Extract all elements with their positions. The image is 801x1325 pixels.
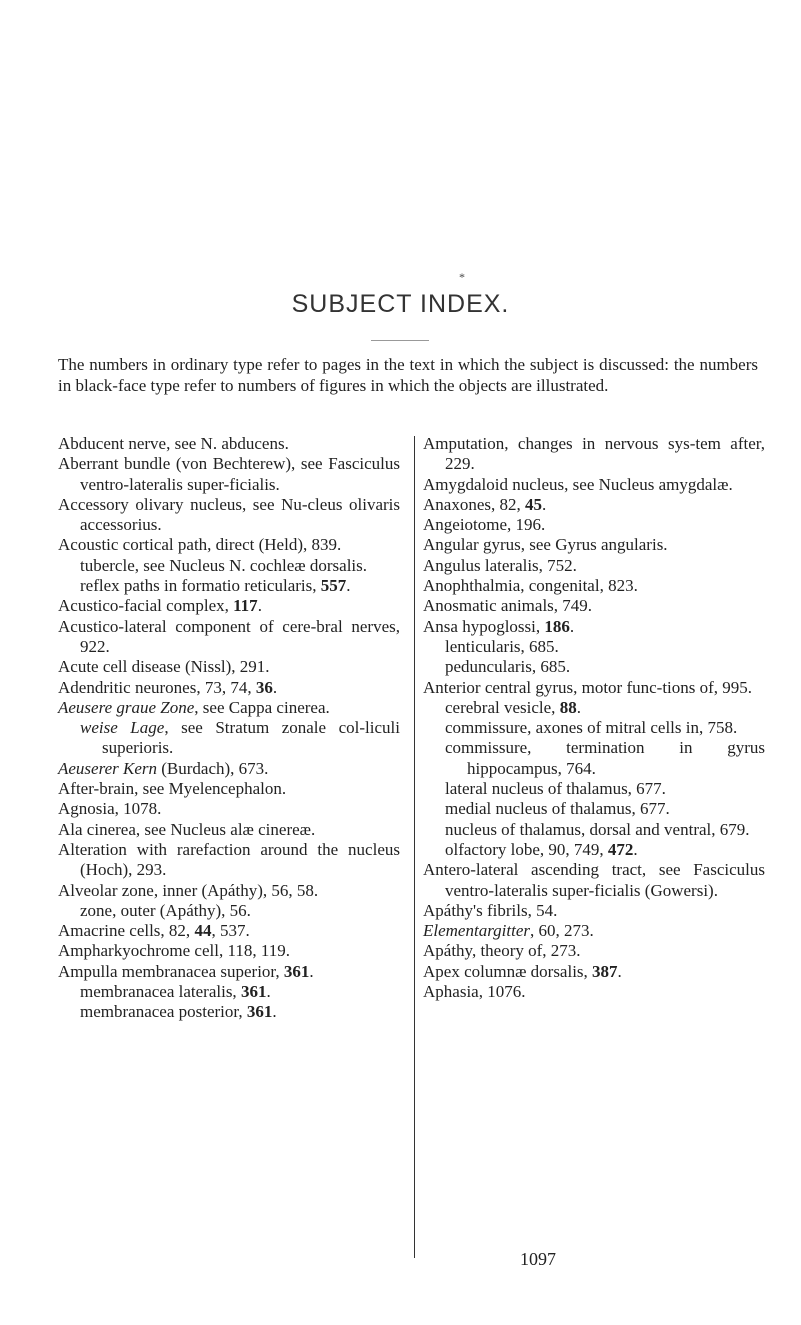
index-subentry: [423, 820, 765, 840]
entry-text: (Burdach), 673.: [157, 758, 269, 778]
page-title: SUBJECT INDEX.: [291, 290, 510, 318]
index-entry: [58, 434, 400, 454]
entry-text: medial nucleus of thalamus, 677.: [445, 799, 670, 819]
entry-text: Angulus lateralis, 752.: [423, 555, 577, 575]
entry-text: lenticularis, 685.: [445, 636, 559, 656]
left-column: [58, 434, 400, 1023]
index-entry: [423, 678, 765, 698]
entry-text: , 60, 273.: [530, 921, 594, 941]
entry-text: After-brain, see Myelencephalon.: [58, 779, 287, 799]
entry-text: Ampharkyochrome cell, 118, 119.: [58, 941, 290, 961]
entry-text: peduncularis, 685.: [445, 657, 571, 677]
figure-number: 36: [255, 677, 273, 697]
index-entry: [58, 840, 400, 881]
index-entry: [58, 495, 400, 536]
entry-text: Aphasia, 1076.: [423, 982, 526, 1002]
index-subentry: [58, 556, 400, 576]
entry-text: .: [272, 1002, 277, 1022]
entry-text: Acustico-lateral component of cere-bral nerves, 922.: [58, 616, 400, 656]
entry-text: Anaxones, 82,: [423, 494, 525, 514]
entry-text: Acoustic cortical path, direct (Held), 839.: [58, 535, 342, 555]
entry-text: .: [576, 697, 581, 717]
index-subentry: [423, 840, 765, 860]
entry-text: membranacea lateralis,: [80, 982, 241, 1002]
index-entry: [423, 617, 765, 637]
entry-text: .: [541, 494, 547, 514]
index-entry: [58, 698, 400, 718]
index-entry: [423, 860, 765, 901]
index-subentry: [423, 718, 765, 738]
index-subentry: [423, 799, 765, 819]
entry-text: Acute cell disease (Nissl), 291.: [58, 657, 270, 677]
entry-text: Anosmatic animals, 749.: [423, 596, 593, 616]
index-entry: [58, 921, 400, 941]
index-subentry: [423, 698, 765, 718]
index-entry: [58, 657, 400, 677]
entry-text: reflex paths in formatio reticularis,: [80, 576, 321, 596]
figure-number: 117: [233, 596, 258, 616]
title-rule: [371, 340, 429, 341]
index-entry: [423, 434, 765, 475]
entry-text: Anophthalmia, congenital, 823.: [423, 576, 638, 596]
entry-text: .: [266, 982, 271, 1002]
figure-number: 44: [194, 921, 212, 941]
index-entry: [58, 759, 400, 779]
index-entry: [423, 535, 765, 555]
index-entry: [423, 962, 765, 982]
index-subentry: [423, 779, 765, 799]
column-divider: [414, 436, 415, 1258]
intro-paragraph: The numbers in ordinary type refer to pages in the text in which the subject is discussed: the numbers in black-face type refer to numbers of figures in which the objects are illustrated.: [58, 355, 758, 395]
entry-text: cerebral vesicle,: [445, 697, 560, 717]
italic-term: Elementargitter: [423, 921, 531, 941]
index-subentry: [58, 718, 400, 759]
index-entry: [423, 596, 765, 616]
figure-number: 88: [559, 697, 577, 717]
entry-text: .: [633, 839, 638, 859]
right-column: [423, 434, 765, 1002]
entry-text: zone, outer (Apáthy), 56.: [80, 900, 251, 920]
index-entry: [58, 962, 400, 982]
entry-text: Angeiotome, 196.: [423, 515, 546, 535]
entry-text: lateral nucleus of thalamus, 677.: [445, 779, 666, 799]
entry-text: Aberrant bundle (von Bechterew), see Fasciculus ventro-lateralis super-ficialis.: [58, 454, 400, 494]
entry-text: Ala cinerea, see Nucleus alæ cinereæ.: [58, 819, 316, 839]
entry-text: Alveolar zone, inner (Apáthy), 56, 58.: [58, 880, 319, 900]
figure-number: 472: [607, 839, 634, 859]
entry-text: membranacea posterior,: [80, 1002, 247, 1022]
index-entry: [423, 556, 765, 576]
entry-text: Apáthy, theory of, 273.: [423, 941, 581, 961]
index-entry: [423, 901, 765, 921]
entry-text: Alteration with rarefaction around the nucleus (Hoch), 293.: [58, 839, 400, 880]
entry-text: Amygdaloid nucleus, see Nucleus amygdalæ.: [423, 474, 733, 494]
index-subentry: [58, 1002, 400, 1022]
entry-text: commissure, termination in gyrus hippocampus, 764.: [445, 738, 765, 778]
entry-text: Amacrine cells, 82,: [58, 921, 195, 941]
entry-text: .: [272, 677, 278, 697]
index-entry: [58, 678, 400, 698]
figure-number: 186: [544, 616, 570, 636]
entry-text: commissure, axones of mitral cells in, 758.: [445, 718, 738, 738]
entry-text: Acustico-facial complex,: [58, 596, 234, 616]
index-entry: [423, 515, 765, 535]
entry-text: , see Cappa cinerea.: [194, 697, 330, 717]
entry-text: Ampulla membranacea superior,: [58, 961, 284, 981]
entry-text: Adendritic neurones, 73, 74,: [58, 677, 256, 697]
entry-text: Anterior central gyrus, motor func-tions of, 995.: [423, 677, 753, 697]
figure-number: 361: [283, 961, 310, 981]
index-entry: [58, 454, 400, 495]
figure-number: 361: [240, 982, 267, 1002]
page-mark: *: [459, 270, 465, 284]
figure-number: 557: [320, 576, 347, 596]
entry-text: Agnosia, 1078.: [58, 799, 162, 819]
index-subentry: [423, 637, 765, 657]
entry-text: .: [346, 576, 351, 596]
index-entry: [58, 779, 400, 799]
index-entry: [58, 820, 400, 840]
entry-text: nucleus of thalamus, dorsal and ventral, 679.: [445, 819, 750, 839]
entry-text: Ansa hypoglossi,: [423, 616, 545, 636]
entry-text: Apáthy's fibrils, 54.: [423, 900, 558, 920]
entry-text: .: [309, 961, 314, 981]
index-subentry: [58, 982, 400, 1002]
index-entry: [423, 576, 765, 596]
index-entry: [423, 941, 765, 961]
entry-text: , see Stratum zonale col-liculi superioris.: [102, 718, 400, 758]
index-entry: [423, 475, 765, 495]
index-entry: [58, 799, 400, 819]
entry-text: Abducent nerve, see N. abducens.: [58, 434, 289, 453]
index-entry: [423, 495, 765, 515]
page-number: 1097: [520, 1249, 556, 1269]
figure-number: 361: [246, 1002, 273, 1022]
entry-text: .: [617, 961, 622, 981]
entry-text: .: [569, 616, 575, 636]
figure-number: 45: [524, 494, 542, 514]
entry-text: olfactory lobe, 90, 749,: [445, 839, 608, 859]
index-subentry: [58, 901, 400, 921]
italic-term: weise Lage: [80, 718, 165, 738]
entry-text: Accessory olivary nucleus, see Nu-cleus olivaris accessorius.: [58, 494, 400, 535]
entry-text: Amputation, changes in nervous sys-tem after, 229.: [423, 434, 765, 474]
index-entry: [423, 982, 765, 1002]
entry-text: Apex columnæ dorsalis,: [423, 961, 593, 981]
entry-text: , 537.: [211, 921, 250, 941]
index-entry: [423, 921, 765, 941]
index-entry: [58, 535, 400, 555]
italic-term: Aeuserer Kern: [58, 758, 157, 778]
index-entry: [58, 596, 400, 616]
entry-text: tubercle, see Nucleus N. cochleæ dorsalis.: [80, 555, 368, 575]
entry-text: .: [257, 596, 262, 616]
index-entry: [58, 617, 400, 658]
index-subentry: [58, 576, 400, 596]
figure-number: 387: [592, 961, 618, 981]
entry-text: Angular gyrus, see Gyrus angularis.: [423, 535, 668, 555]
index-entry: [58, 941, 400, 961]
index-subentry: [423, 657, 765, 677]
italic-term: Aeusere graue Zone: [58, 697, 195, 717]
index-subentry: [423, 738, 765, 779]
entry-text: Antero-lateral ascending tract, see Fasciculus ventro-lateralis super-ficialis (Gowersi).: [423, 860, 765, 900]
index-entry: [58, 881, 400, 901]
